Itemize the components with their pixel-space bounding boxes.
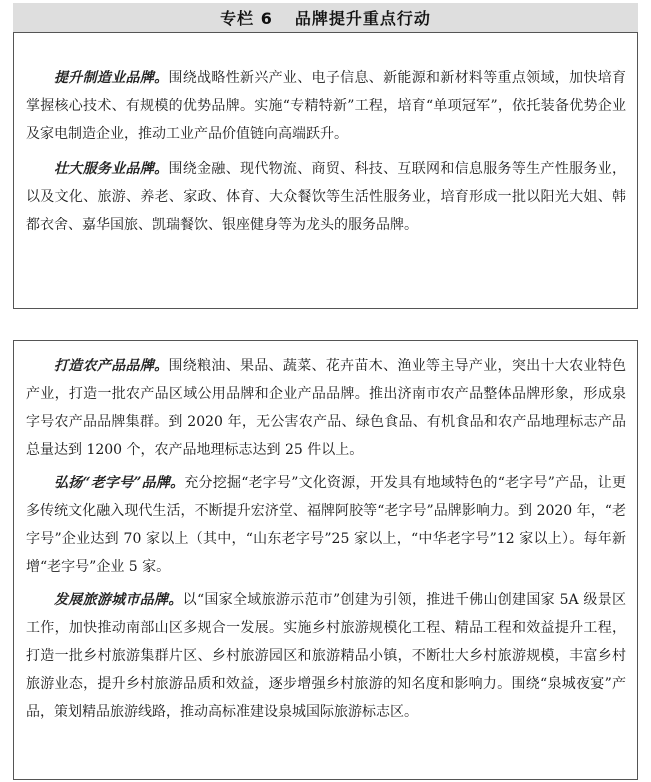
paragraph-body: 充分挖掘“老字号”文化资源，开发具有地域特色的“老字号”产品，让更多传统文化融入现代生活，不断提升宏济堂、福牌阿胶等“老字号”品牌影响力。到 2020 年，“老字号”企业达到 70 家以上（其中，“山东老字号”25 家以上，“中华老字号”12 家以上）。每年新增“老字号”企业 5 家。 [26, 475, 626, 575]
agriculture-heritage-tourism-box [13, 340, 638, 780]
manufacturing-services-box [13, 32, 638, 309]
paragraph-body: 以“国家全域旅游示范市”创建为引领，推进千佛山创建国家 5A 级景区工作，加快推动南部山区多规合一发展。实施乡村旅游规模化工程、精品工程和效益提升工程，打造一批乡村旅游集群片区、乡村旅游园区和旅游精品小镇，不断壮大乡村旅游规模，丰富乡村旅游业态，提升乡村旅游品质和效益，逐步增强乡村旅游的知名度和影响力。围绕“泉城夜宴”产品，策划精品旅游线路，推动高标准建设泉城国际旅游标志区。 [26, 592, 627, 720]
paragraph-body: 围绕战略性新兴产业、电子信息、新能源和新材料等重点领域，加快培育掌握核心技术、有规模的优势品牌。实施“专精特新”工程，培育“单项冠军”，依托装备优势企业及家电制造企业，推动工业产品价值链向高端跃升。 [26, 70, 627, 142]
paragraph-body: 围绕粮油、果品、蔬菜、花卉苗木、渔业等主导产业，突出十大农业特色产业，打造一批农产品区域公用品牌和企业产品品牌。推出济南市农产品整体品牌形象，形成泉字号农产品品牌集群。到 2020 年，无公害农产品、绿色食品、有机食品和农产品地理标志产品总量达到 1200 个，农产品地理标志达到 25 件以上。 [26, 358, 627, 458]
column-title [220, 6, 431, 29]
paragraph-manufacturing-brand [26, 64, 626, 148]
box1-content [26, 64, 626, 246]
column-header [13, 3, 638, 32]
paragraph-lead: 壮大服务业品牌。 [54, 161, 169, 177]
box2-content [26, 352, 626, 731]
column-label: 专栏 6 [220, 9, 273, 28]
paragraph-service-brand [26, 155, 626, 239]
paragraph-lead: 打造农产品品牌。 [54, 358, 169, 374]
paragraph-lead: 弘扬“老字号”品牌。 [54, 475, 185, 491]
column-heading: 品牌提升重点行动 [294, 9, 431, 28]
paragraph-lead: 提升制造业品牌。 [54, 70, 169, 86]
paragraph-body: 围绕金融、现代物流、商贸、科技、互联网和信息服务等生产性服务业，以及文化、旅游、养老、家政、体育、大众餐饮等生活性服务业，培育形成一批以阳光大姐、韩都衣舍、嘉华国旅、凯瑞餐饮、银座健身等为龙头的服务品牌。 [26, 161, 627, 233]
paragraph-agricultural-brand [26, 352, 626, 464]
paragraph-lead: 发展旅游城市品牌。 [54, 592, 183, 608]
paragraph-tourism-city-brand [26, 586, 626, 726]
paragraph-time-honored-brand [26, 469, 626, 581]
